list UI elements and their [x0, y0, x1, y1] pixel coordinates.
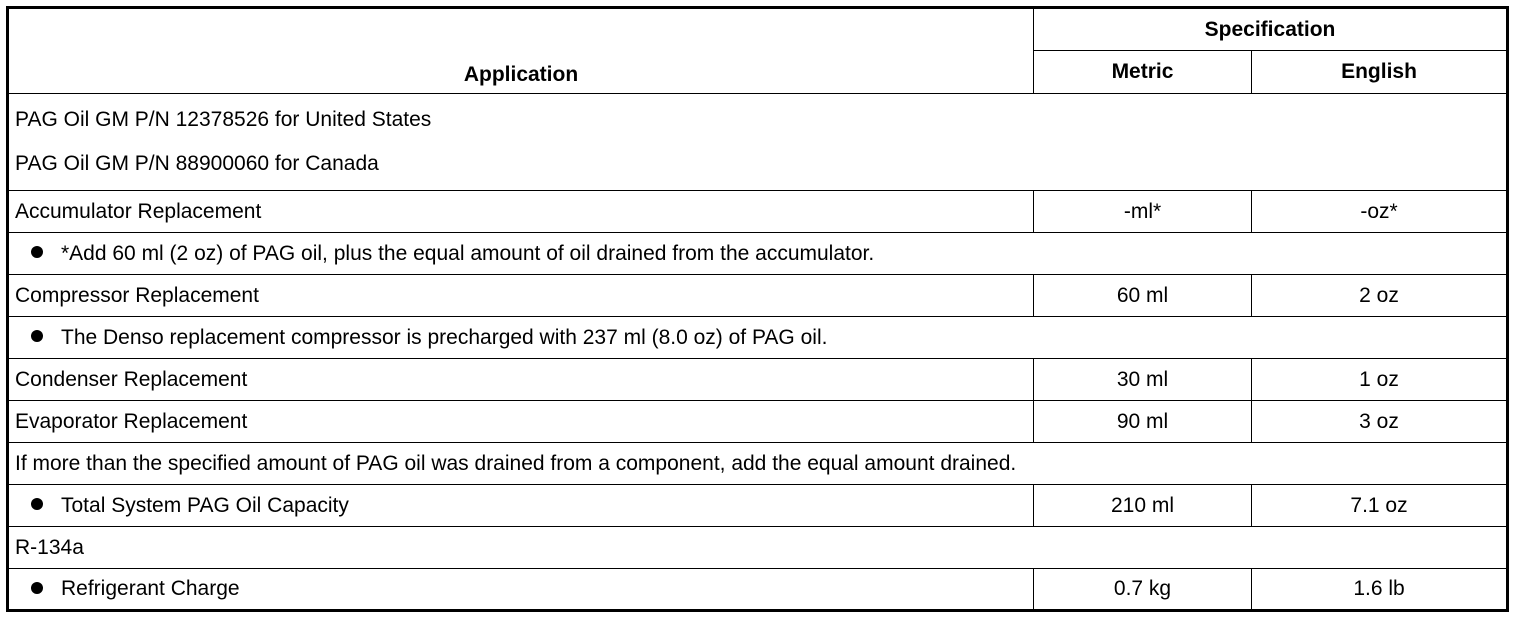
accumulator-note: [8, 233, 1508, 275]
refrigerant-type: R-134a: [8, 527, 1508, 569]
bullet-icon: [31, 246, 43, 258]
compressor-note: [8, 317, 1508, 359]
bullet-icon: [31, 330, 43, 342]
refrigerant-charge-english: 1.6 lb: [1252, 569, 1508, 611]
pag-oil-us: PAG Oil GM P/N 12378526 for United States: [15, 108, 432, 131]
condenser-metric: 30 ml: [1034, 359, 1252, 401]
condenser-label: Condenser Replacement: [8, 359, 1034, 401]
table-row: [8, 191, 1508, 233]
condenser-english: 1 oz: [1252, 359, 1508, 401]
table-row: [8, 527, 1508, 569]
evaporator-english: 3 oz: [1252, 401, 1508, 443]
accumulator-note-text: *Add 60 ml (2 oz) of PAG oil, plus the equal amount of oil drained from the accumulator.: [61, 241, 875, 265]
total-capacity-english: 7.1 oz: [1252, 485, 1508, 527]
table-row: [8, 359, 1508, 401]
table-row: [8, 275, 1508, 317]
accumulator-english: -oz*: [1252, 191, 1508, 233]
table-row: [8, 317, 1508, 359]
bullet-icon: [31, 582, 43, 594]
refrigerant-charge-metric: 0.7 kg: [1034, 569, 1252, 611]
pag-oil-part-numbers: [8, 94, 1508, 191]
table-row: [8, 401, 1508, 443]
table-row: [8, 485, 1508, 527]
table-row: [8, 233, 1508, 275]
accumulator-label: Accumulator Replacement: [8, 191, 1034, 233]
accumulator-metric: -ml*: [1034, 191, 1252, 233]
compressor-note-text: The Denso replacement compressor is precharged with 237 ml (8.0 oz) of PAG oil.: [61, 325, 828, 349]
compressor-metric: 60 ml: [1034, 275, 1252, 317]
evaporator-label: Evaporator Replacement: [8, 401, 1034, 443]
refrigerant-charge-label: [8, 569, 1034, 611]
evaporator-metric: 90 ml: [1034, 401, 1252, 443]
specification-header: Specification: [1034, 8, 1508, 51]
drained-note: If more than the specified amount of PAG oil was drained from a component, add the equal amount drained.: [8, 443, 1508, 485]
total-capacity-metric: 210 ml: [1034, 485, 1252, 527]
metric-header: Metric: [1034, 51, 1252, 94]
table-row: [8, 569, 1508, 611]
total-capacity-text: Total System PAG Oil Capacity: [61, 493, 349, 517]
table-row: [8, 443, 1508, 485]
compressor-label: Compressor Replacement: [8, 275, 1034, 317]
bullet-icon: [31, 498, 43, 510]
english-header: English: [1252, 51, 1508, 94]
total-capacity-label: [8, 485, 1034, 527]
application-header: Application: [8, 8, 1034, 94]
specification-table: [6, 6, 1509, 612]
refrigerant-charge-text: Refrigerant Charge: [61, 577, 240, 601]
pag-oil-canada: PAG Oil GM P/N 88900060 for Canada: [15, 152, 379, 175]
compressor-english: 2 oz: [1252, 275, 1508, 317]
